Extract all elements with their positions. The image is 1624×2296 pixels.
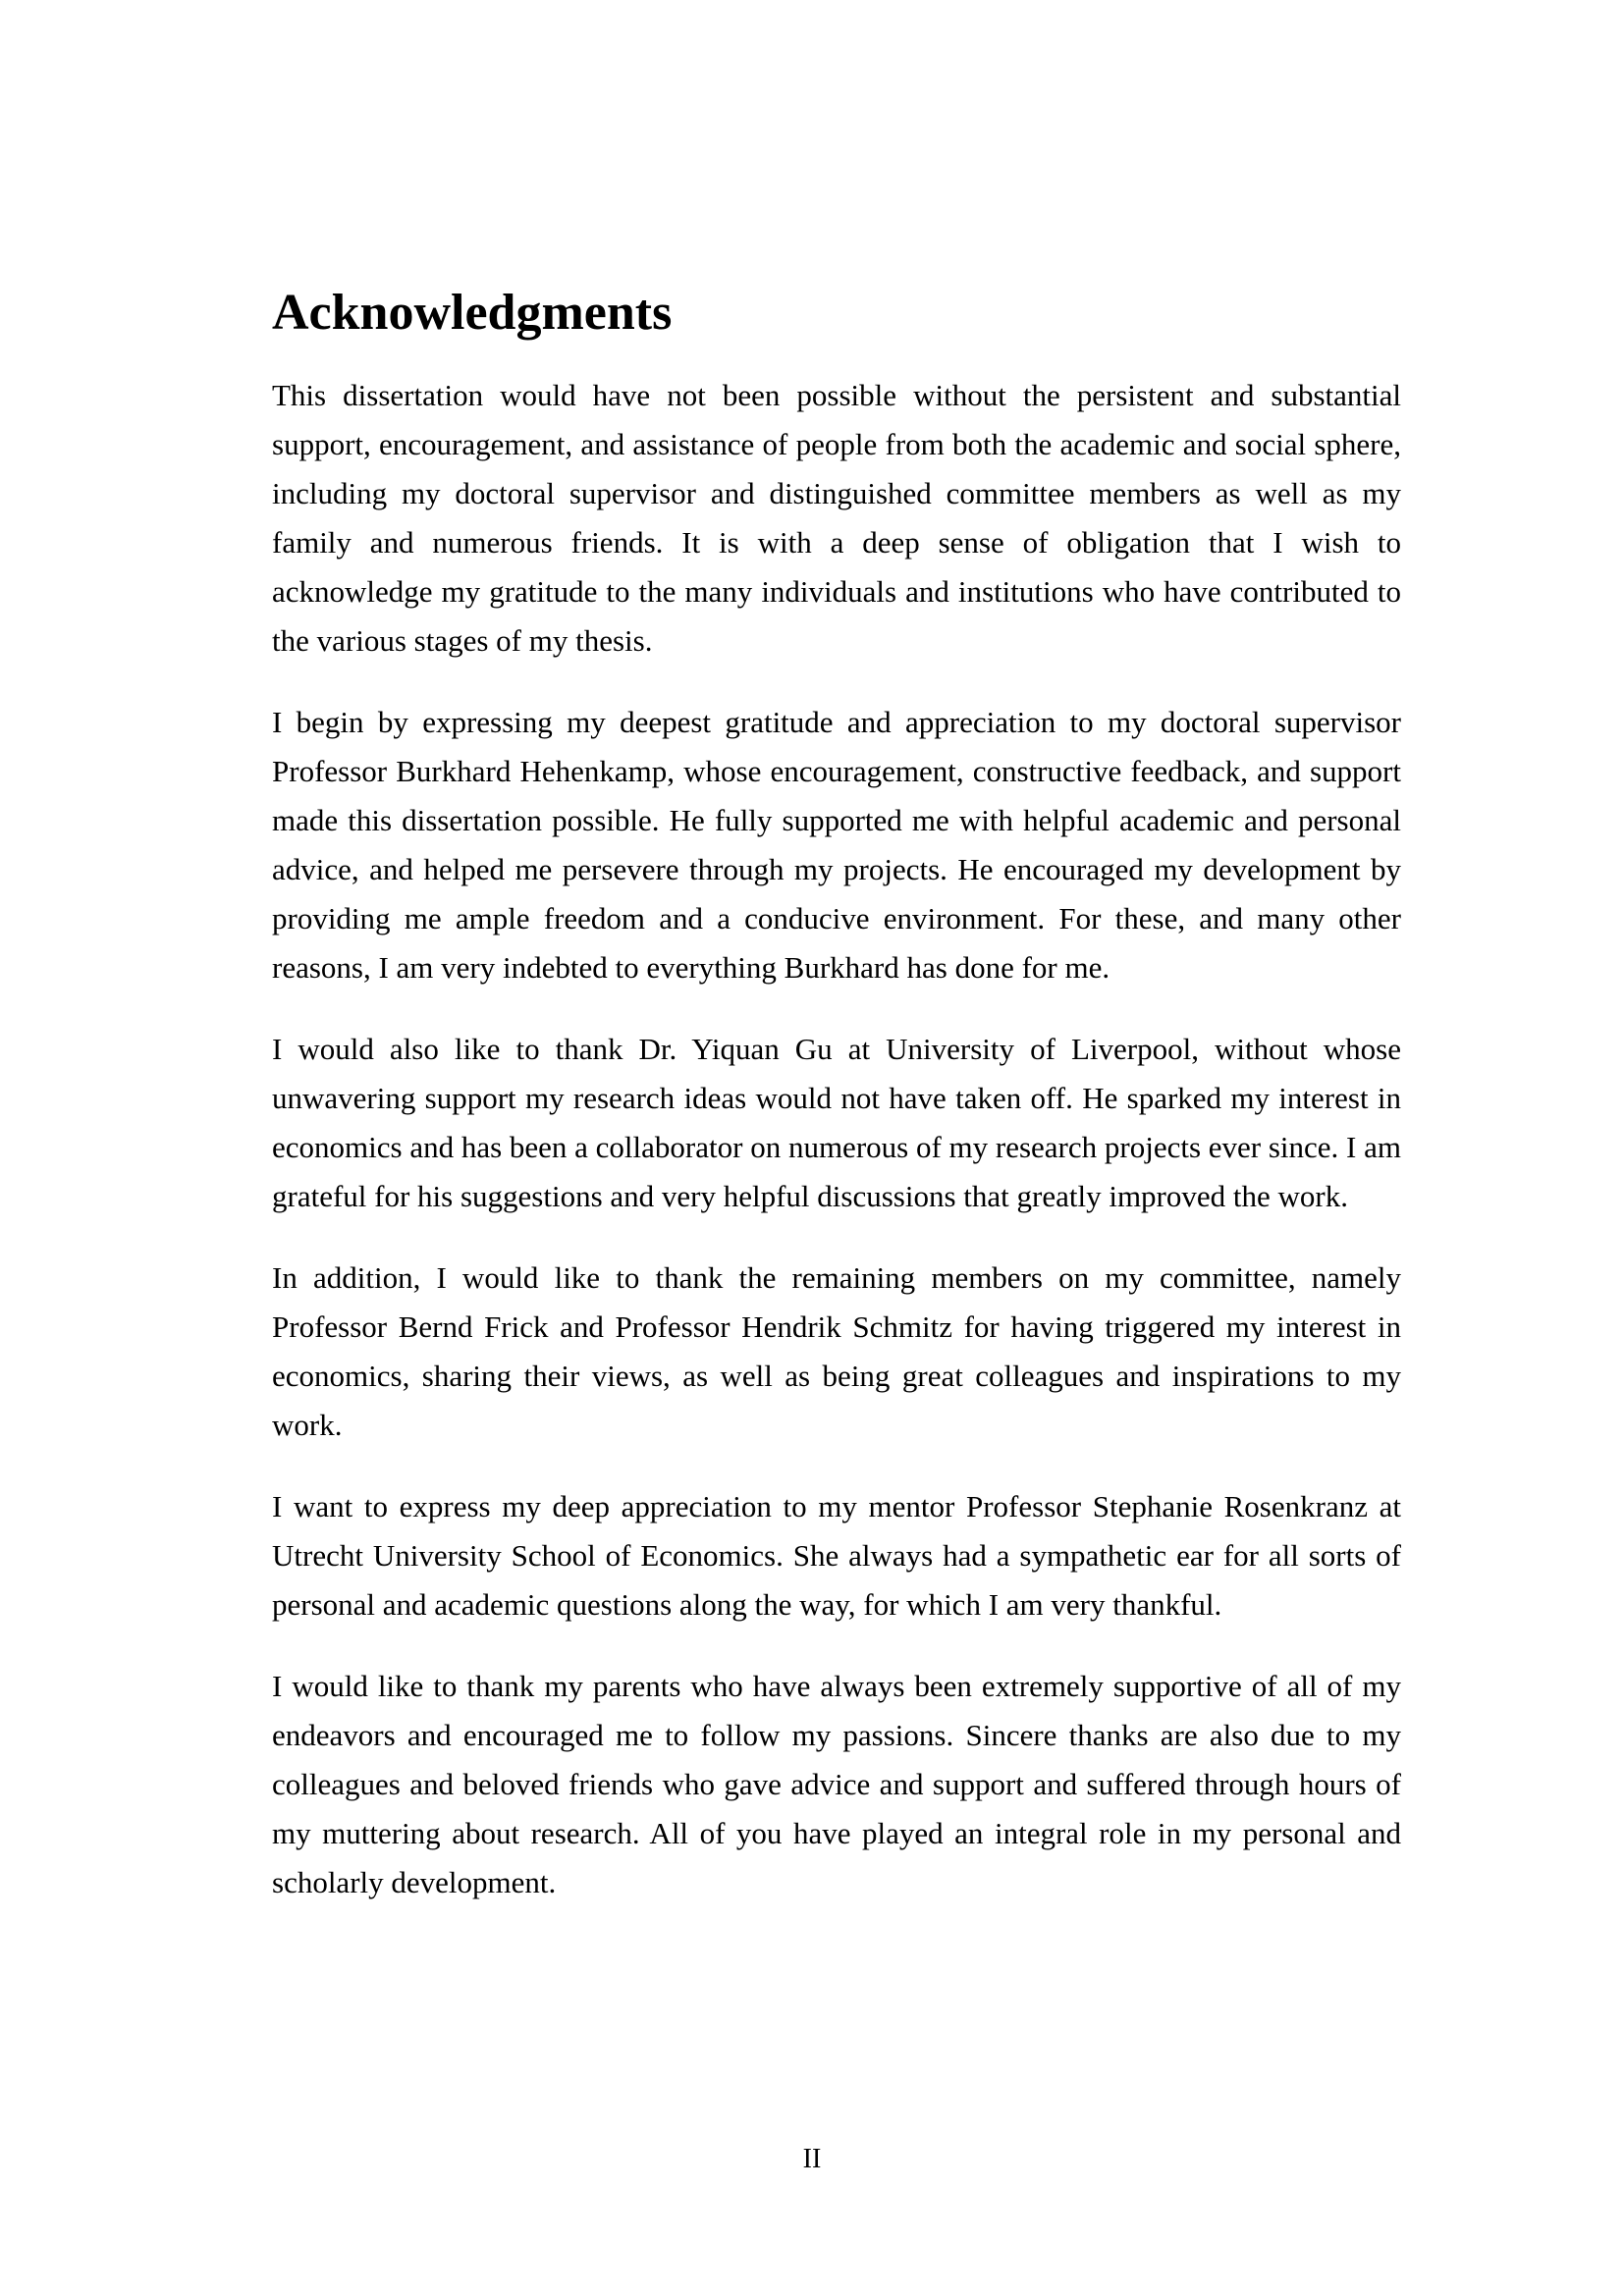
paragraph: I begin by expressing my deepest gratitude and appreciation to my doctoral supervisor Professor Burkhard Hehenkamp, whose encouragement, constructive feedback, and support made this dissertation possible. He fully supported me with helpful academic and personal advice, and helped me persevere through my projects. He encouraged my development by providing me ample freedom and a conducive environment. For these, and many other reasons, I am very indebted to everything Burkhard has done for me.: [272, 705, 1401, 985]
page-number: II: [802, 2144, 822, 2174]
page-title: Acknowledgments: [272, 285, 673, 341]
paragraph: I want to express my deep appreciation to my mentor Professor Stephanie Rosenkranz at Utrecht University School of Economics. She always had a sympathetic ear for all sorts of personal and academic questions along the way, for which I am very thankful.: [272, 1489, 1401, 1622]
paragraph: In addition, I would like to thank the remaining members on my committee, namely Professor Bernd Frick and Professor Hendrik Schmitz for having triggered my interest in economics, sharing their views, as well as being great colleagues and inspirations to my work.: [272, 1260, 1401, 1442]
body-text: [272, 371, 1401, 1907]
page-content: [272, 281, 1401, 1940]
paragraph: This dissertation would have not been possible without the persistent and substantial support, encouragement, and assistance of people from both the academic and social sphere, including my doctoral supervisor and distinguished committee members as well as my family and numerous friends. It is with a deep sense of obligation that I wish to acknowledge my gratitude to the many individuals and institutions who have contributed to the various stages of my thesis.: [272, 378, 1401, 658]
paragraph: I would like to thank my parents who have always been extremely supportive of all of my endeavors and encouraged me to follow my passions. Sincere thanks are also due to my colleagues and beloved friends who gave advice and support and suffered through hours of my muttering about research. All of you have played an integral role in my personal and scholarly development.: [272, 1669, 1401, 1899]
paragraph: I would also like to thank Dr. Yiquan Gu at University of Liverpool, without whose unwavering support my research ideas would not have taken off. He sparked my interest in economics and has been a collaborator on numerous of my research projects ever since. I am grateful for his suggestions and very helpful discussions that greatly improved the work.: [272, 1032, 1401, 1213]
